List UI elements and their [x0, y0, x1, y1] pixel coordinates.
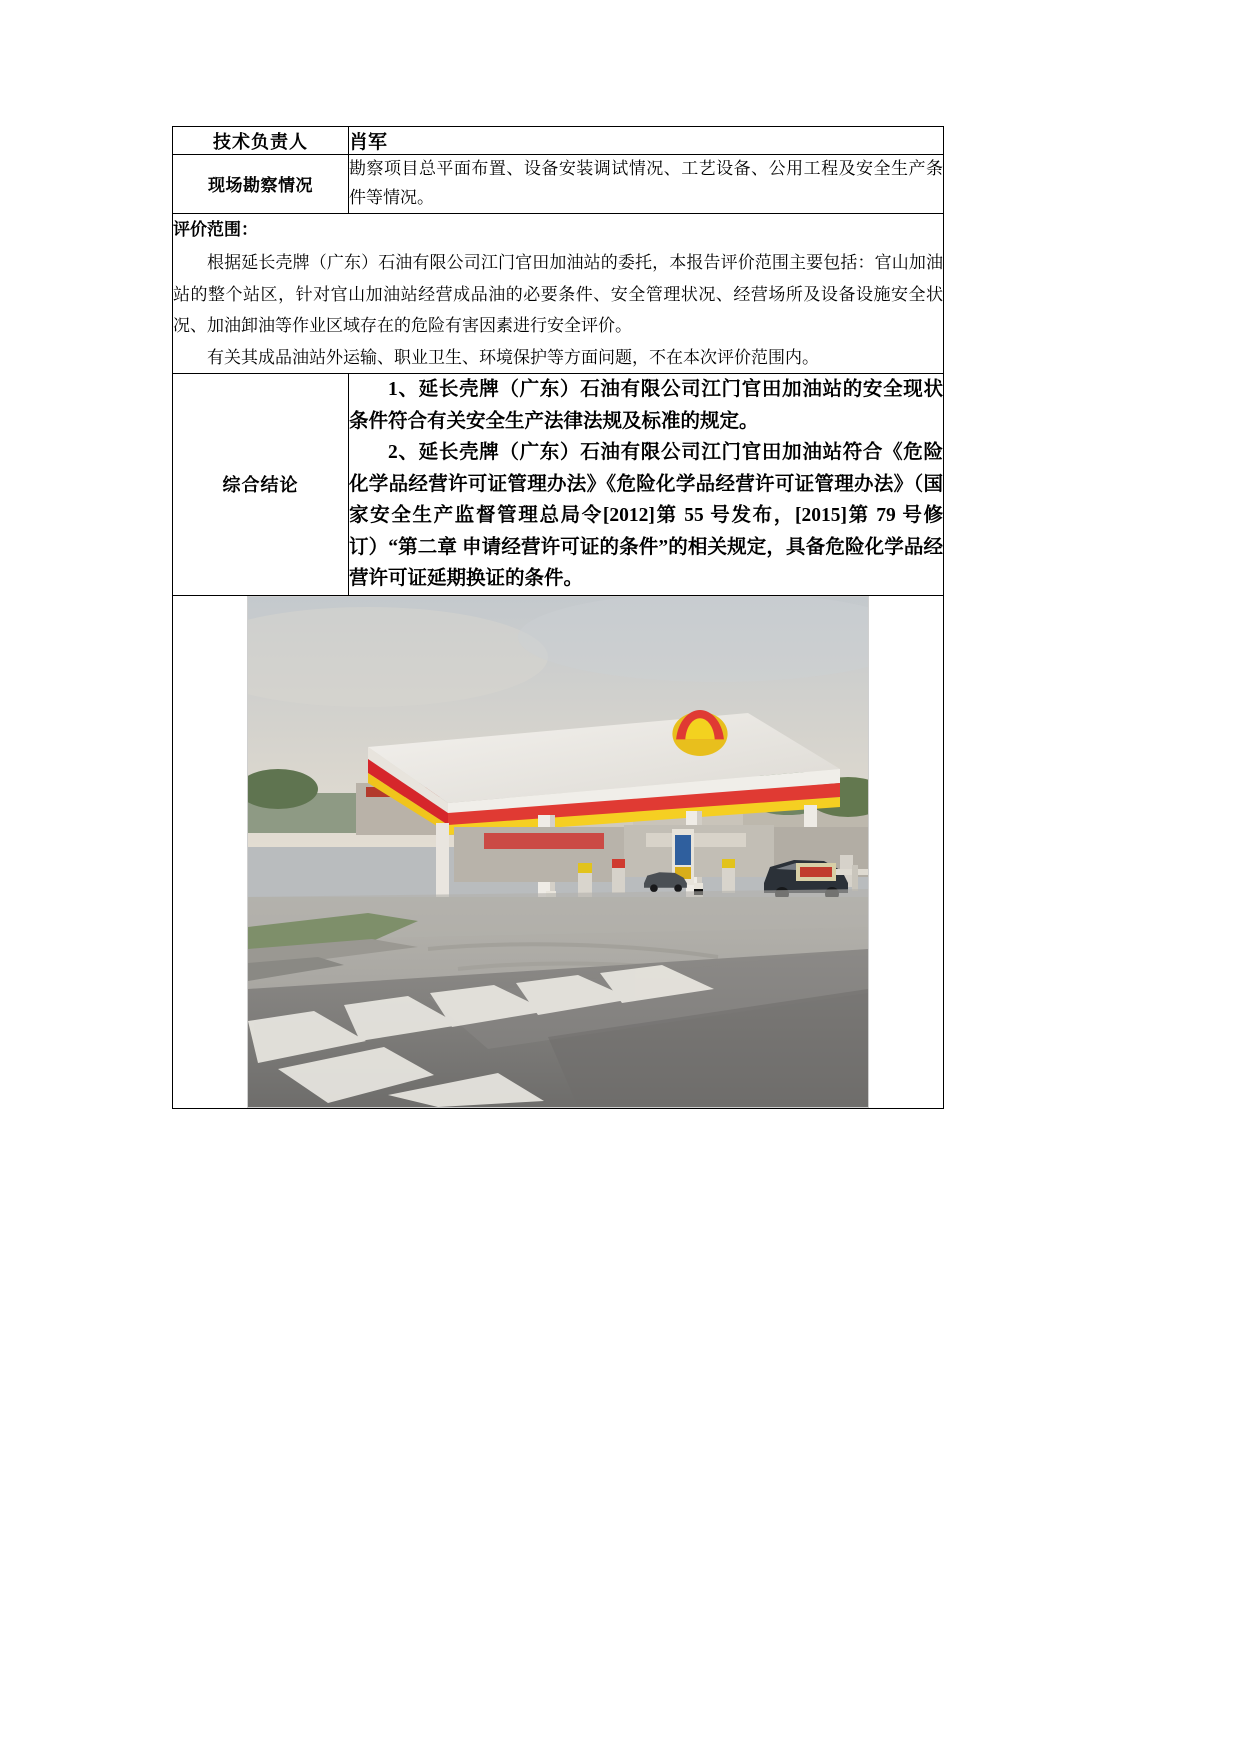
conclusion-content — [349, 373, 944, 595]
table-row — [173, 155, 944, 214]
evaluation-scope-paragraph-1: 根据延长壳牌（广东）石油有限公司江门官田加油站的委托，本报告评价范围主要包括：官山加油站的整个站区，针对官山加油站经营成品油的必要条件、安全管理状况、经营场所及设备设施安全状况、加油卸油等作业区域存在的危险有害因素进行安全评价。 — [173, 253, 943, 336]
report-table — [172, 126, 944, 1109]
tech-lead-value: 肖军 — [349, 127, 944, 155]
gas-station-photo — [247, 596, 869, 1108]
tech-lead-label: 技术负责人 — [173, 127, 349, 155]
table-row — [173, 213, 944, 373]
conclusion-paragraph-2: 2、延长壳牌（广东）石油有限公司江门官田加油站符合《危险化学品经营许可证管理办法》《危险化学品经营许可证管理办法》（国家安全生产监督管理总局令[2012]第 55 号发布，[2015]第 79 号修订）“第二章 申请经营许可证的条件”的相关规定，具备危险化学品经营许可证延期换证的条件。 — [349, 442, 943, 590]
site-survey-label: 现场勘察情况 — [173, 155, 349, 214]
conclusion-label: 综合结论 — [173, 373, 349, 595]
table-row — [173, 596, 944, 1109]
conclusion-paragraph-1: 1、延长壳牌（广东）石油有限公司江门官田加油站的安全现状条件符合有关安全生产法律法规及标准的规定。 — [349, 378, 943, 432]
evaluation-scope-title: 评价范围： — [173, 219, 258, 239]
site-photo-cell — [173, 596, 944, 1109]
evaluation-scope-cell — [173, 213, 944, 373]
table-row — [173, 373, 944, 595]
site-survey-value: 勘察项目总平面布置、设备安装调试情况、工艺设备、公用工程及安全生产条件等情况。 — [349, 155, 944, 214]
table-row — [173, 127, 944, 155]
evaluation-scope-paragraph-2: 有关其成品油站外运输、职业卫生、环境保护等方面问题，不在本次评价范围内。 — [207, 347, 819, 367]
